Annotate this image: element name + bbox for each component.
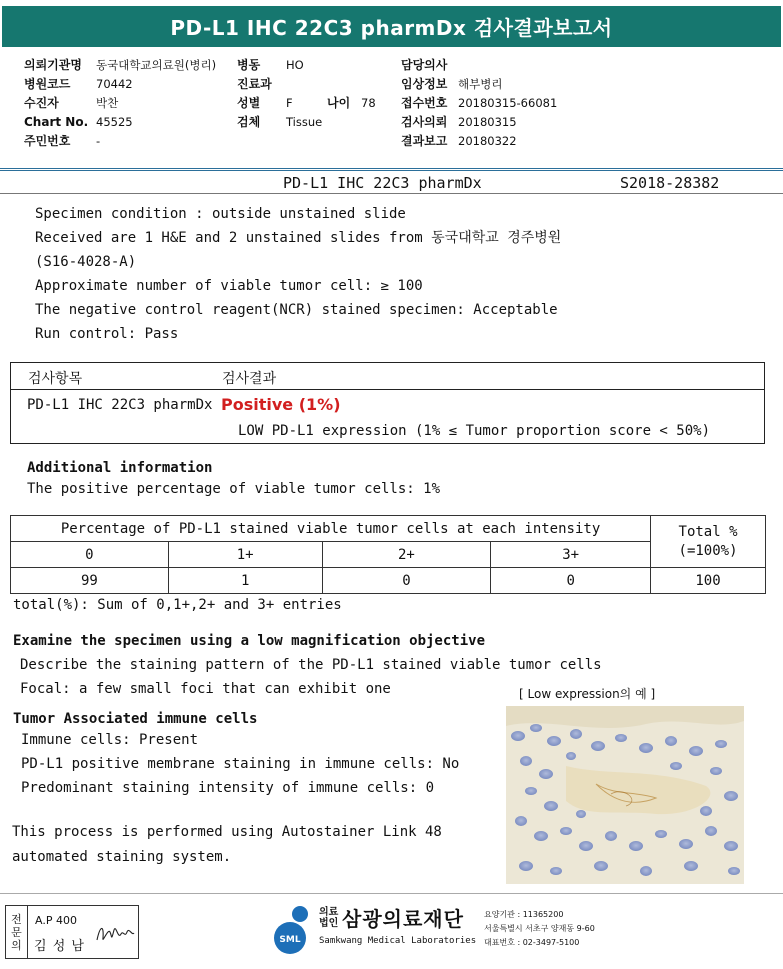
signature-box: [5, 905, 139, 959]
intensity-table: [10, 515, 766, 594]
label-sex: 성별: [237, 96, 261, 110]
process-line: This process is performed using Autostainer Link 48: [12, 824, 442, 840]
total-note: total(%): Sum of 0,1+,2+ and 3+ entries: [13, 597, 342, 613]
process-note: [12, 820, 442, 870]
label-clinical-info: 임상정보: [401, 77, 448, 91]
contact-line: 서울특별시 서초구 양재동 9-60: [484, 924, 595, 933]
intensity-caption: Percentage of PD-L1 stained viable tumor cells at each intensity: [11, 516, 651, 542]
desc-line: Approximate number of viable tumor cell: ≥ 100: [35, 278, 423, 294]
intensity-value-0: 99: [11, 568, 169, 594]
intensity-col-0: 0: [11, 542, 169, 568]
value-resident-no: -: [96, 134, 101, 148]
test-name-heading: PD-L1 IHC 22C3 pharmDx: [283, 174, 482, 192]
intensity-value-3: 0: [491, 568, 651, 594]
header-divider: [0, 168, 783, 171]
value-request-date: 20180315: [458, 115, 517, 129]
side-char: 의: [11, 938, 22, 952]
label-chart-no: Chart No.: [24, 115, 89, 129]
value-chart-no: 45525: [96, 115, 133, 129]
micrograph-image: [506, 706, 744, 884]
footer-divider: [0, 893, 783, 894]
label-doctor: 담당의사: [401, 58, 448, 72]
label-age: 나이: [327, 96, 351, 110]
signature-id: A.P 400: [35, 914, 77, 927]
value-institution: 동국대학교의료원(병리): [96, 58, 217, 72]
contact-line: 요양기관 : 11365200: [484, 910, 564, 919]
result-interpretation: LOW PD-L1 expression (1% ≤ Tumor proportion score < 50%): [238, 423, 711, 439]
legal-small: [319, 907, 338, 929]
signature-name: 김 성 남: [34, 939, 85, 954]
desc-line: Received are 1 H&E and 2 unstained slides from 동국대학교 경주병원: [35, 230, 562, 246]
value-age: 78: [361, 96, 376, 110]
value-ward: HO: [286, 58, 304, 72]
sml-logo-icon: [270, 904, 318, 956]
label-request-date: 검사의뢰: [401, 115, 448, 129]
result-item: PD-L1 IHC 22C3 pharmDx: [27, 397, 213, 413]
intensity-total: 100: [651, 568, 766, 594]
immune-line: PD-L1 positive membrane staining in immune cells: No: [21, 756, 460, 772]
handwritten-signature: [94, 918, 136, 948]
label-department: 진료과: [237, 77, 272, 91]
result-box: [10, 362, 765, 444]
label-specimen: 검체: [237, 115, 261, 129]
value-hospital-code: 70442: [96, 77, 133, 91]
examine-line-2: Focal: a few small foci that can exhibit one: [20, 681, 391, 697]
desc-line: (S16-4028-A): [35, 254, 137, 270]
header-col-1: [24, 56, 216, 151]
footer-logo: [262, 900, 642, 960]
value-report-date: 20180322: [458, 134, 517, 148]
label-patient: 수진자: [24, 96, 59, 110]
specimen-description: [35, 202, 561, 346]
desc-line: The negative control reagent(NCR) stained specimen: Acceptable: [35, 302, 558, 318]
result-col-item: 검사항목: [28, 371, 83, 387]
label-institution: 의뢰기관명: [24, 58, 82, 72]
value-receipt-no: 20180315-66081: [458, 96, 558, 110]
process-line: automated staining system.: [12, 849, 232, 865]
total-header: Total % (=100%): [651, 516, 766, 568]
test-code: S2018-28382: [620, 174, 720, 192]
side-char: 문: [11, 925, 22, 939]
image-caption: [ Low expression의 예 ]: [519, 687, 656, 701]
micrograph-illustration: [506, 706, 744, 884]
immune-line: Predominant staining intensity of immune cells: 0: [21, 780, 435, 796]
report-title: PD-L1 IHC 22C3 pharmDx 검사결과보고서: [2, 6, 781, 47]
result-value: Positive (1%): [221, 395, 341, 414]
header-col-3: [401, 56, 557, 151]
label-receipt-no: 접수번호: [401, 96, 448, 110]
examine-heading: Examine the specimen using a low magnification objective: [13, 633, 486, 649]
legal-small-line: 의료: [319, 907, 339, 918]
contact-line: 대표번호 : 02-3497-5100: [484, 938, 580, 947]
value-clinical-info: 해부병리: [458, 77, 503, 91]
test-header-divider: [0, 193, 783, 194]
additional-heading: Additional information: [27, 460, 213, 476]
additional-text: The positive percentage of viable tumor cells: 1%: [27, 481, 441, 497]
org-name: 삼광의료재단: [342, 907, 464, 931]
value-specimen: Tissue: [286, 115, 323, 129]
side-char: 전: [11, 912, 22, 926]
immune-line: Immune cells: Present: [21, 732, 199, 748]
label-ward: 병동: [237, 58, 261, 72]
desc-line: Specimen condition : outside unstained slide: [35, 206, 406, 222]
intensity-value-2: 0: [322, 568, 491, 594]
org-name-en: Samkwang Medical Laboratories: [319, 936, 477, 946]
intensity-col-3: 3+: [491, 542, 651, 568]
immune-heading: Tumor Associated immune cells: [13, 711, 258, 727]
label-report-date: 결과보고: [401, 134, 448, 148]
signature-side-label: [6, 906, 28, 958]
label-resident-no: 주민번호: [24, 134, 71, 148]
desc-line: Run control: Pass: [35, 326, 179, 342]
result-header-row: [11, 363, 764, 390]
examine-line-1: Describe the staining pattern of the PD-L1 stained viable tumor cells: [20, 657, 602, 673]
intensity-col-2: 2+: [322, 542, 491, 568]
contact-block: [484, 908, 595, 950]
legal-small-line: 법인: [319, 918, 339, 929]
logo-badge-text: SML: [279, 935, 301, 945]
intensity-col-1: 1+: [168, 542, 322, 568]
value-sex: F: [286, 96, 293, 110]
result-col-result: 검사결과: [222, 371, 277, 387]
label-hospital-code: 병원코드: [24, 77, 71, 91]
intensity-value-1: 1: [168, 568, 322, 594]
header-col-2: [237, 56, 376, 132]
value-patient: 박찬: [96, 96, 119, 110]
